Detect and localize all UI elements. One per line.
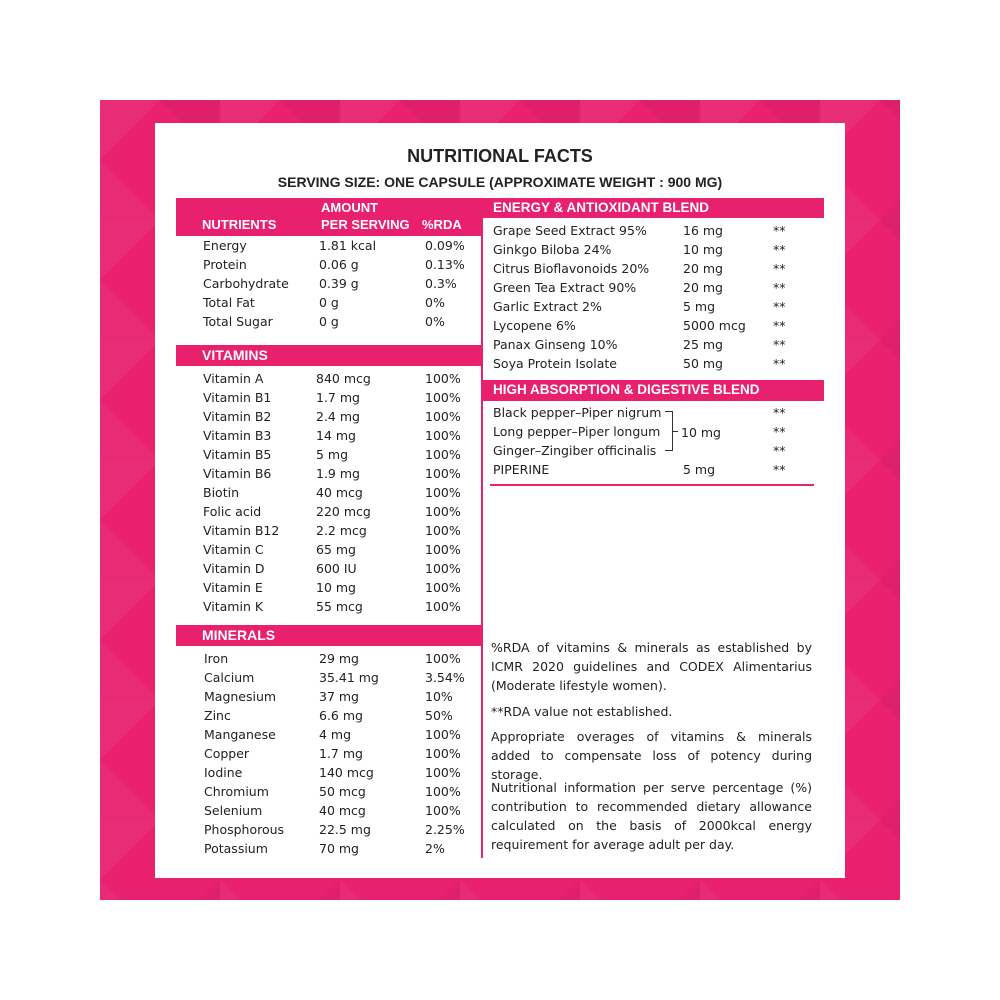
vitamin-rda: 100% (425, 466, 461, 481)
vitamin-rda: 100% (425, 580, 461, 595)
mineral-rda: 100% (425, 765, 461, 780)
vitamin-row (0, 542, 1000, 561)
vitamin-amount: 55 mcg (316, 599, 363, 614)
vitamin-rda: 100% (425, 428, 461, 443)
vitamin-rda: 100% (425, 371, 461, 386)
energy-blend-row (0, 337, 1000, 356)
vitamin-row (0, 523, 1000, 542)
energy-blend-header-bar (483, 198, 824, 218)
energy-blend-amount: 50 mg (683, 356, 723, 371)
amount-header-line1: AMOUNT (321, 200, 379, 215)
digestive-blend-amount: 5 mg (683, 462, 716, 477)
mineral-amount: 22.5 mg (319, 822, 371, 837)
vitamin-rda: 100% (425, 447, 461, 462)
mineral-rda: 100% (425, 746, 461, 761)
vitamin-amount: 1.9 mg (316, 466, 360, 481)
nutrient-amount: 0 g (319, 314, 339, 329)
note-rda-source: %RDA of vitamins & minerals as established by ICMR 2020 guidelines and CODEX Alimentarius (Moderate lifestyle women). (491, 640, 812, 693)
digestive-blend-row (0, 405, 1000, 424)
energy-blend-rda: ** (773, 280, 786, 295)
nutrient-rda: 0% (425, 295, 445, 310)
energy-blend-row (0, 242, 1000, 261)
mineral-amount: 1.7 mg (319, 746, 363, 761)
digestive-blend-row (0, 443, 1000, 462)
energy-blend-header-label: ENERGY & ANTIOXIDANT BLEND (493, 200, 710, 215)
vitamin-name: Biotin (203, 485, 239, 500)
vitamin-rda: 100% (425, 409, 461, 424)
digestive-blend-name: Black pepper–Piper nigrum (493, 405, 662, 420)
mineral-amount: 40 mcg (319, 803, 366, 818)
mineral-amount: 50 mcg (319, 784, 366, 799)
energy-blend-name: Garlic Extract 2% (493, 299, 602, 314)
page-title: NUTRITIONAL FACTS (407, 146, 593, 166)
vitamin-name: Vitamin B3 (203, 428, 272, 443)
nutrient-amount: 0.39 g (319, 276, 359, 291)
mineral-amount: 4 mg (319, 727, 352, 742)
vitamin-name: Vitamin C (203, 542, 264, 557)
note-rda-not-established: **RDA value not established. (491, 704, 673, 719)
digestive-blend-rda: ** (773, 443, 786, 458)
vitamin-name: Vitamin E (203, 580, 263, 595)
mineral-amount: 29 mg (319, 651, 359, 666)
vitamin-amount: 600 IU (316, 561, 357, 576)
vitamin-amount: 2.4 mg (316, 409, 360, 424)
note-overages: Appropriate overages of vitamins & minerals added to compensate loss of potency during storage. (491, 729, 812, 782)
energy-blend-row (0, 280, 1000, 299)
digestive-blend-name: PIPERINE (493, 462, 550, 477)
nutrient-rda: 0.13% (425, 257, 465, 272)
mineral-rda: 10% (425, 689, 453, 704)
energy-blend-rda: ** (773, 242, 786, 257)
energy-blend-amount: 25 mg (683, 337, 723, 352)
grouping-bracket (665, 411, 673, 451)
nutrient-rda: 0.3% (425, 276, 457, 291)
vitamin-amount: 5 mg (316, 447, 349, 462)
vitamin-name: Vitamin B6 (203, 466, 272, 481)
mineral-amount: 140 mcg (319, 765, 374, 780)
energy-blend-row (0, 318, 1000, 337)
mineral-name: Magnesium (204, 689, 277, 704)
vitamin-rda: 100% (425, 485, 461, 500)
vitamin-name: Vitamin A (203, 371, 264, 386)
mineral-amount: 70 mg (319, 841, 359, 856)
minerals-header-label: MINERALS (202, 627, 276, 643)
vitamins-header-label: VITAMINS (202, 347, 268, 363)
energy-blend-row (0, 299, 1000, 318)
mineral-rda: 100% (425, 784, 461, 799)
vitamin-name: Vitamin B5 (203, 447, 272, 462)
energy-blend-rda: ** (773, 318, 786, 333)
mineral-rda: 100% (425, 727, 461, 742)
mineral-name: Zinc (204, 708, 231, 723)
energy-blend-rda: ** (773, 337, 786, 352)
digestive-blend-rda: ** (773, 424, 786, 439)
energy-blend-row (0, 356, 1000, 375)
mineral-rda: 2% (425, 841, 445, 856)
mineral-name: Manganese (204, 727, 276, 742)
vitamin-row (0, 599, 1000, 618)
minerals-header-bar (176, 625, 482, 646)
energy-blend-amount: 10 mg (683, 242, 723, 257)
vitamin-name: Vitamin B1 (203, 390, 272, 405)
vitamin-row (0, 485, 1000, 504)
energy-blend-amount: 5 mg (683, 299, 716, 314)
vitamin-rda: 100% (425, 599, 461, 614)
energy-blend-row (0, 223, 1000, 242)
energy-blend-amount: 16 mg (683, 223, 723, 238)
nutrient-name: Energy (203, 238, 247, 253)
mineral-name: Potassium (204, 841, 268, 856)
vitamin-row (0, 561, 1000, 580)
mineral-name: Iodine (204, 765, 243, 780)
amount-header-line2: PER SERVING (321, 217, 410, 232)
vitamin-amount: 10 mg (316, 580, 356, 595)
vitamin-amount: 40 mcg (316, 485, 363, 500)
digestive-blend-name: Ginger–Zingiber officinalis (493, 443, 657, 458)
mineral-name: Phosphorous (204, 822, 285, 837)
vitamin-rda: 100% (425, 390, 461, 405)
vitamin-name: Vitamin B2 (203, 409, 272, 424)
digestive-blend-header-bar (483, 380, 824, 401)
mineral-rda: 100% (425, 803, 461, 818)
nutrient-name: Total Fat (203, 295, 255, 310)
mineral-name: Calcium (204, 670, 255, 685)
vitamin-row (0, 580, 1000, 599)
energy-blend-name: Citrus Bioflavonoids 20% (493, 261, 650, 276)
digestive-blend-rda: ** (773, 462, 786, 477)
mineral-amount: 37 mg (319, 689, 359, 704)
energy-blend-amount: 5000 mcg (683, 318, 746, 333)
energy-blend-amount: 20 mg (683, 280, 723, 295)
rda-header-label: %RDA (422, 217, 462, 232)
digestive-blend-rda: ** (773, 405, 786, 420)
energy-blend-rda: ** (773, 299, 786, 314)
nutrients-header-label: NUTRIENTS (202, 217, 277, 232)
vitamin-name: Folic acid (203, 504, 262, 519)
vitamin-amount: 65 mg (316, 542, 356, 557)
vitamin-amount: 14 mg (316, 428, 356, 443)
vitamin-rda: 100% (425, 561, 461, 576)
vitamin-rda: 100% (425, 542, 461, 557)
mineral-name: Chromium (204, 784, 269, 799)
nutrient-name: Total Sugar (203, 314, 273, 329)
nutrient-rda: 0% (425, 314, 445, 329)
mineral-amount: 6.6 mg (319, 708, 363, 723)
vitamin-rda: 100% (425, 504, 461, 519)
energy-blend-rda: ** (773, 356, 786, 371)
vitamin-rda: 100% (425, 523, 461, 538)
nutrient-rda: 0.09% (425, 238, 465, 253)
vitamin-amount: 1.7 mg (316, 390, 360, 405)
nutrient-amount: 0 g (319, 295, 339, 310)
vitamin-amount: 220 mcg (316, 504, 371, 519)
digestive-blend-name: Long pepper–Piper longum (493, 424, 661, 439)
grouping-bracket-tick (673, 431, 678, 432)
mineral-name: Iron (204, 651, 229, 666)
nutrient-amount: 1.81 kcal (319, 238, 377, 253)
mineral-amount: 35.41 mg (319, 670, 379, 685)
vitamin-name: Vitamin D (203, 561, 265, 576)
digestive-blend-row (0, 424, 1000, 443)
energy-blend-name: Ginkgo Biloba 24% (493, 242, 612, 257)
energy-blend-row (0, 261, 1000, 280)
mineral-rda: 50% (425, 708, 453, 723)
note-nutritional-info: Nutritional information per serve percentage (%) contribution to recommended dietary allowance calculated on the basis of 2000kcal energy requirement for average adult per day. (491, 780, 812, 852)
digestive-blend-header-label: HIGH ABSORPTION & DIGESTIVE BLEND (493, 382, 760, 397)
mineral-rda: 2.25% (425, 822, 465, 837)
vitamin-amount: 840 mcg (316, 371, 371, 386)
energy-blend-name: Grape Seed Extract 95% (493, 223, 647, 238)
energy-blend-name: Soya Protein Isolate (493, 356, 617, 371)
nutrient-amount: 0.06 g (319, 257, 359, 272)
mineral-name: Copper (204, 746, 250, 761)
mineral-name: Selenium (204, 803, 263, 818)
energy-blend-name: Lycopene 6% (493, 318, 576, 333)
vitamin-name: Vitamin B12 (203, 523, 280, 538)
energy-blend-rda: ** (773, 261, 786, 276)
nutrient-name: Carbohydrate (203, 276, 289, 291)
vitamin-amount: 2.2 mcg (316, 523, 367, 538)
vitamin-row (0, 504, 1000, 523)
vitamin-name: Vitamin K (203, 599, 264, 614)
digestive-blend-row (0, 462, 1000, 481)
nutrient-name: Protein (203, 257, 247, 272)
serving-size: SERVING SIZE: ONE CAPSULE (APPROXIMATE WEIGHT : 900 MG) (277, 174, 723, 190)
mineral-rda: 100% (425, 651, 461, 666)
digestive-blend-bottom-line (490, 484, 814, 486)
energy-blend-amount: 20 mg (683, 261, 723, 276)
mineral-rda: 3.54% (425, 670, 465, 685)
energy-blend-name: Green Tea Extract 90% (493, 280, 637, 295)
energy-blend-name: Panax Ginseng 10% (493, 337, 618, 352)
energy-blend-rda: ** (773, 223, 786, 238)
